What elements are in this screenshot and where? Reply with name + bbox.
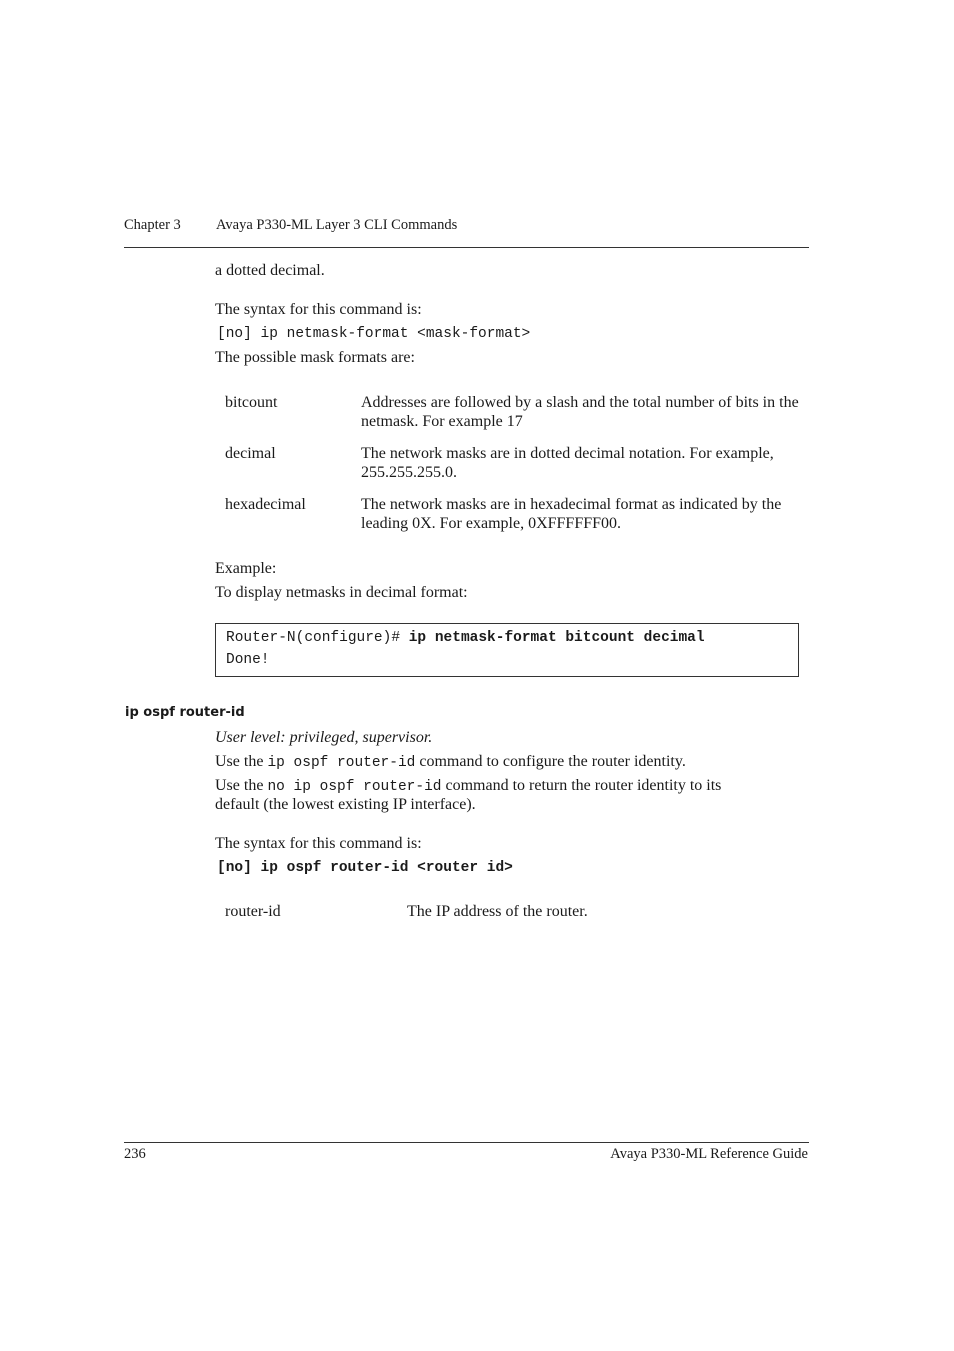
format-term: decimal	[225, 445, 276, 462]
format-term: bitcount	[225, 394, 278, 411]
use-return-line2: default (the lowest existing IP interface).	[215, 796, 476, 813]
use2-post: command to return the router identity to its	[441, 777, 722, 794]
ospf-syntax: [no] ip ospf router-id <router id>	[217, 860, 513, 876]
use1-post: command to configure the router identity.	[415, 753, 686, 770]
example-label: Example:	[215, 560, 277, 577]
param-desc: The IP address of the router.	[407, 903, 588, 920]
ospf-syntax-intro: The syntax for this command is:	[215, 835, 422, 852]
use2-pre: Use the	[215, 777, 268, 794]
format-desc: The network masks are in hexadecimal format as indicated by the leading 0X. For example, 0XFFFFFF00.	[361, 496, 782, 532]
use1-cmd: ip ospf router-id	[267, 755, 416, 771]
netmask-syntax: [no] ip netmask-format <mask-format>	[217, 326, 531, 342]
format-desc: The network masks are in dotted decimal notation. For example, 255.255.255.0.	[361, 445, 774, 481]
code-prompt: Router-N(configure)#	[226, 630, 409, 646]
use1-pre: Use the	[215, 753, 268, 770]
param-term: router-id	[225, 903, 281, 920]
format-term: hexadecimal	[225, 496, 306, 513]
user-level: User level: privileged, supervisor.	[215, 729, 433, 746]
header-title: Avaya P330-ML Layer 3 CLI Commands	[216, 217, 458, 233]
header-rule	[124, 247, 809, 248]
header-chapter: Chapter 3	[124, 217, 181, 233]
example-desc: To display netmasks in decimal format:	[215, 584, 468, 601]
code-command: ip netmask-format bitcount decimal	[408, 630, 705, 646]
page-number: 236	[124, 1146, 146, 1162]
section-heading: ip ospf router-id	[125, 705, 245, 720]
format-desc: Addresses are followed by a slash and the total number of bits in the netmask. For example 17	[361, 394, 799, 430]
code-output: Done!	[226, 652, 270, 668]
syntax-intro: The syntax for this command is:	[215, 301, 422, 318]
formats-intro: The possible mask formats are:	[215, 349, 415, 366]
guide-title: Avaya P330-ML Reference Guide	[610, 1146, 808, 1162]
use-return-paragraph	[215, 776, 721, 797]
code-line-1	[226, 630, 705, 646]
use2-cmd: no ip ospf router-id	[267, 779, 442, 795]
use-configure-paragraph	[215, 752, 686, 773]
code-example-box	[215, 623, 799, 677]
footer-rule	[124, 1142, 809, 1143]
continued-text: a dotted decimal.	[215, 262, 325, 279]
